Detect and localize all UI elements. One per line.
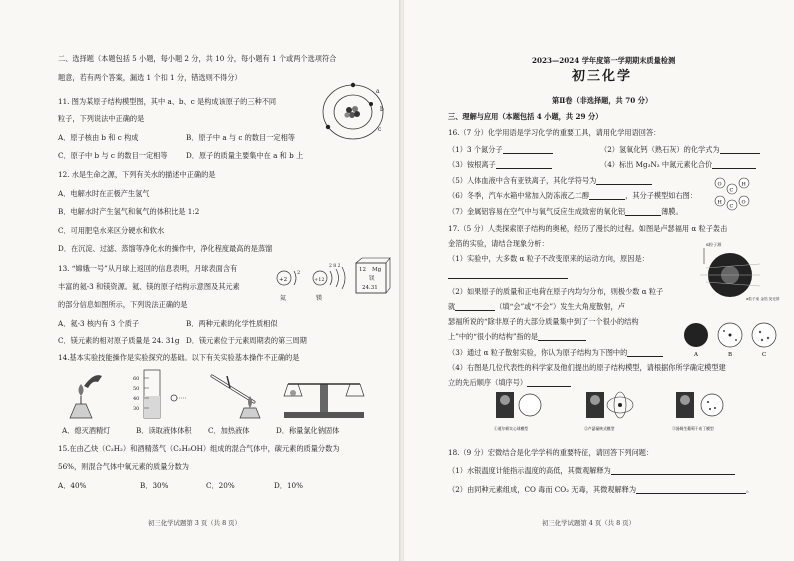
section-three-title: 三、理解与应用（本题包括 4 小题，共 29 分） <box>448 112 603 121</box>
q17-answer-2b[interactable] <box>538 333 586 341</box>
q16-item-3 <box>448 160 552 169</box>
q18-answer-1[interactable] <box>611 467 735 475</box>
atom-label-a: a <box>376 88 380 95</box>
atom-models-abc <box>682 320 782 360</box>
q15-option-b[interactable]: B．30% <box>140 481 169 490</box>
molecule-h-1: H <box>741 181 746 188</box>
he-mg-structure-figure <box>270 258 390 310</box>
q11-option-c[interactable]: C．原子中 b 与 c 的数目一定相等 <box>58 151 168 160</box>
q18-sub-2-end: 。 <box>746 485 754 494</box>
q16-answer-7[interactable] <box>625 208 661 216</box>
q17-sub-2-text-end: 上”中的“很小的结构”指的是 <box>448 332 539 341</box>
mg-cell-name: 镁 <box>369 276 375 282</box>
cylinder-mark-50: 50 <box>133 386 140 392</box>
q16-item-2 <box>600 145 760 154</box>
q17-sub-2-line-1: （2）如果原子的质量和正电荷在原子内均匀分布，则极少数 α 粒子 <box>448 287 664 296</box>
q18-sub-1-text: （1）水银温度计能指示温度的高低，其微观解释为 <box>448 466 611 475</box>
ethylene-glycol-molecule <box>706 172 754 214</box>
q11-stem-cont: 粒子，下列说法中正确的是 <box>58 114 145 123</box>
q17-sub-2-line-2 <box>448 302 625 311</box>
q17-sub-3-text: （3）通过 α 粒子散射实验，你认为原子结构为下图中的 <box>448 348 628 357</box>
q14-option-c[interactable]: C．加热液体 <box>208 426 250 435</box>
q12-option-c[interactable]: C．可用肥皂水来区分硬水和软水 <box>58 226 165 235</box>
q18-answer-2[interactable] <box>636 486 746 494</box>
q16-item-1 <box>448 145 553 154</box>
q11-stem: 11. 图为某原子结构模型图，其中 a、b、c 是构成该原子的三种不同 <box>58 97 277 106</box>
q17-stem-cont: 金箔的实验，请结合现象分析： <box>448 239 549 248</box>
q16-answer-6[interactable] <box>589 192 625 200</box>
atom-label-b: b <box>380 106 384 113</box>
q17-answer-2[interactable] <box>455 303 495 311</box>
q18-stem: 18.（9 分）宏微结合是化学学科的重要特征，请回答下列问题： <box>448 448 654 457</box>
q17-answer-3[interactable] <box>627 349 663 357</box>
q11-option-d[interactable]: D．原子的质量主要集中在 a 和 b 上 <box>186 151 304 160</box>
exam-header: 2023—2024 学年度第一学期期末质量检测 <box>532 56 676 65</box>
q17-sub-2-text-cont: （填“会”或“不会”）发生大角度散射，卢 <box>495 302 625 311</box>
q12-option-a[interactable]: A．电解水时在正极产生氢气 <box>58 189 150 198</box>
q16-item-5 <box>448 176 652 185</box>
q16-answer-4[interactable] <box>712 161 756 169</box>
mg-symbol: Mg <box>372 267 382 273</box>
experiment-side-labels: α粒子束 金箔 荧光屏 <box>746 297 780 301</box>
q18-sub-1 <box>448 466 735 475</box>
atom-model-figure <box>318 82 388 142</box>
q13-stem-cont: 丰富的氦-3 和镁资源。氦、镁的原子结构示意图及其元素 <box>58 282 240 291</box>
scientist-label-3: ③汤姆生葡萄干布丁模型 <box>672 426 714 431</box>
q17-answer-1-line <box>448 270 568 279</box>
q16-item-7-text: （7）金属铝容易在空气中与氧气反应生成致密的氧化铝 <box>448 207 626 216</box>
q15-option-c[interactable]: C．20% <box>206 481 235 490</box>
q12-stem: 12. 水是生命之源，下列有关水的描述中正确的是 <box>58 170 216 179</box>
molecule-c-2: C <box>729 203 734 210</box>
molecule-o-1: O <box>717 181 722 188</box>
q15-option-d[interactable]: D．10% <box>274 481 303 490</box>
q15-stem: 15.在由乙炔（C₂H₂）和酒精蒸气（C₂H₅OH）组成的混合气体中，碳元素的质量分数为 <box>58 444 340 453</box>
q16-item-6-text: （6）冬季，汽车水箱中常加入防冻液乙二醇 <box>448 191 590 200</box>
q16-item-2-text: （2）氢氧化钙（熟石灰）的化学式为 <box>600 145 720 154</box>
q17-sub-4-text: 立的先后顺序（填序号） <box>448 378 528 387</box>
q17-answer-4[interactable] <box>527 379 571 387</box>
left-page-footer: 初三化学试题第 3 页（共 8 页） <box>148 519 241 527</box>
section-two-title-cont: 题意，若有两个答案，漏选 1 个扣 1 分，错选则不得分） <box>58 73 242 82</box>
q18-sub-2-text: （2）由同种元素组成，CO 毒而 CO₂ 无毒，其微观解释为 <box>448 485 637 494</box>
q12-option-b[interactable]: B．电解水时产生氢气和氧气的体积比是 1:2 <box>58 207 200 216</box>
q16-item-6-tail: ，其分子模型如右图： <box>625 191 698 200</box>
cylinder-mark-30: 30 <box>133 406 140 412</box>
mg-name: 镁 <box>316 295 323 302</box>
scientist-label-1: ①道尔顿实心球模型 <box>494 426 529 431</box>
q16-answer-2[interactable] <box>720 146 760 154</box>
exam-title: 初三化学 <box>572 69 633 84</box>
scientist-label-2: ②卢瑟福核式模型 <box>584 426 615 431</box>
scientist-portraits <box>494 390 744 434</box>
he-name: 氦 <box>280 295 287 302</box>
q17-answer-1[interactable] <box>448 271 568 279</box>
q13-option-b[interactable]: B．两种元素的化学性质相似 <box>186 319 278 328</box>
q16-item-3-text: （3）铵根离子 <box>448 160 496 169</box>
q16-item-4 <box>600 160 756 169</box>
volume-title: 第Ⅱ卷（非选择题，共 70 分） <box>552 96 653 105</box>
q18-sub-2 <box>448 485 753 494</box>
lab-operations-figure <box>62 366 372 422</box>
q13-option-a[interactable]: A．氦-3 核内有 3 个质子 <box>58 319 140 328</box>
rutherford-experiment-figure <box>700 240 780 302</box>
q16-item-7 <box>448 207 683 216</box>
he-shell-count: 2 <box>297 270 301 276</box>
mg-atomic-mass: 24.31 <box>362 285 378 291</box>
q17-sub-2-line-3: 瑟福所说的“除非原子的大部分质量集中到了一个很小的结构 <box>448 317 639 326</box>
right-page <box>404 0 794 561</box>
q17-sub-2-text: 就 <box>448 302 456 311</box>
q17-sub-4-line-1: （4）右图是几位代表性的科学家及他们提出的原子结构模型，请根据你所学确定模型建 <box>448 363 726 372</box>
q17-sub-2-line-4 <box>448 332 586 341</box>
mg-shell-counts: 2 8 2 <box>329 264 341 269</box>
q17-sub-3 <box>448 348 663 357</box>
q16-item-6 <box>448 191 697 200</box>
molecule-c-1: C <box>729 187 734 194</box>
q15-stem-cont: 56%，则混合气体中氧元素的质量分数为 <box>58 462 189 471</box>
q16-answer-5[interactable] <box>596 177 652 185</box>
q13-stem-cont-2: 的部分信息如图所示，下列说法正确的是 <box>58 300 188 309</box>
q14-option-d[interactable]: D．称量氯化钠固体 <box>276 426 340 435</box>
model-label-c: C <box>762 352 767 358</box>
q11-option-a[interactable]: A．原子核由 b 和 c 构成 <box>58 133 139 142</box>
molecule-o-2: O <box>741 199 746 206</box>
atom-label-c: c <box>378 126 382 133</box>
q13-stem: 13. “嫦娥一号”从月球上返回的信息表明，月球表面含有 <box>58 264 238 273</box>
q13-option-d[interactable]: D．镁元素位于元素周期表的第三周期 <box>186 336 307 345</box>
cylinder-mark-40: 40 <box>133 396 140 402</box>
model-label-a: A <box>694 352 698 358</box>
mg-nucleus-charge: +12 <box>314 277 325 283</box>
q17-sub-4-line-2 <box>448 378 571 387</box>
cylinder-mark-60: 60 <box>133 376 140 382</box>
q17-stem: 17.（5 分）人类探索原子结构的奥秘，经历了漫长的过程。如图是卢瑟福用 α 粒子轰击 <box>448 224 728 233</box>
q14-stem: 14.基本实验技能操作是实验探究的基础。以下有关实验基本操作不正确的是 <box>58 353 300 362</box>
alpha-source-label: α粒子源 <box>706 242 722 247</box>
q16-answer-3[interactable] <box>496 161 552 169</box>
q16-answer-1[interactable] <box>503 146 553 154</box>
q16-item-4-text: （4）标出 Mg₃N₂ 中氮元素化合价 <box>600 160 713 169</box>
mg-atomic-number: 12 <box>359 267 366 273</box>
molecule-h-2: H <box>717 199 722 206</box>
q16-item-7-tail: 薄膜。 <box>661 207 683 216</box>
q14-option-b[interactable]: B．读取液体体积 <box>136 426 192 435</box>
q16-item-5-text: （5）人体血液中含有亚铁离子，其化学符号为 <box>448 176 597 185</box>
q14-option-a[interactable]: A．熄灭酒精灯 <box>62 426 111 435</box>
he-nucleus-charge: +2 <box>279 277 288 283</box>
q12-option-d[interactable]: D．在沉淀、过滤、蒸馏等净化水的操作中，净化程度最高的是蒸馏 <box>58 244 273 253</box>
section-two-title: 二、选择题（本题包括 5 小题，每小题 2 分，共 10 分，每小题有 1 个或两个选项符合 <box>58 54 337 63</box>
q17-sub-1: （1）实验中，大多数 α 粒子不改变原来的运动方向，原因是： <box>448 254 649 263</box>
model-label-b: B <box>728 352 733 358</box>
q16-stem: 16.（7 分）化学用语是学习化学的重要工具，请用化学用语回答： <box>448 128 661 137</box>
q16-item-1-text: （1）3 个氮分子 <box>448 145 503 154</box>
q15-option-a[interactable]: A．40% <box>58 481 87 490</box>
right-page-footer: 初三化学试题第 4 页（共 8 页） <box>542 519 635 527</box>
q11-option-b[interactable]: B．原子中 a 与 c 的数目一定相等 <box>186 133 295 142</box>
q13-option-c[interactable]: C．镁元素的相对原子质量是 24. 31g <box>58 336 180 345</box>
